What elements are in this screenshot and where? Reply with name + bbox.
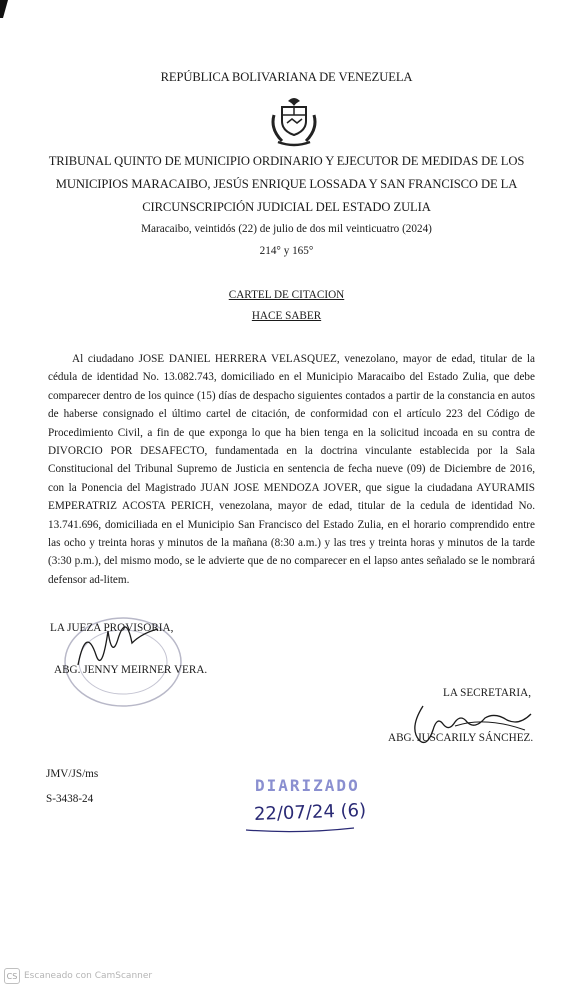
court-line-1: TRIBUNAL QUINTO DE MUNICIPIO ORDINARIO Y EJECUTOR DE MEDIDAS DE LOS (48, 154, 525, 168)
court-line-3: CIRCUNSCRIPCIÓN JUDICIAL DEL ESTADO ZULIA (142, 200, 431, 214)
reference-initials: JMV/JS/ms (46, 768, 99, 780)
secretary-title: LA SECRETARIA, (443, 687, 531, 699)
date-underline (244, 826, 356, 834)
citation-body (48, 350, 535, 589)
secretary-name: ABG. JUSCARILY SÁNCHEZ. (388, 732, 534, 744)
document-title: CARTEL DE CITACION (228, 289, 345, 301)
document-date: Maracaibo, veintidós (22) de julio de dos mil veinticuatro (2024) (141, 223, 432, 235)
judge-name: ABG. JENNY MEIRNER VERA. (54, 664, 208, 676)
scanner-caption: Escaneado con CamScanner (24, 971, 153, 981)
body-line: cédula de identidad No. 13.082.743, domiciliado en el Municipio Maracaibo del Estado Zulia, que debe (48, 371, 535, 384)
body-line: autos de haberse consignado el último cartel de citación, de conformidad con el artículo 223 del Código (48, 389, 535, 421)
judge-title: LA JUEZA PROVISORIA, (50, 622, 174, 634)
body-line: 13.741.696, domiciliada en el Municipio San Francisco del Estado Zulia, en el horario comprendido (48, 518, 513, 531)
body-line: le nombrará defensor ad-litem. (48, 555, 535, 586)
years-line: 214° y 165° (259, 245, 314, 257)
handwritten-date: 22/07/24 (6) (253, 800, 367, 825)
scanner-footer (4, 968, 152, 984)
republic-heading: REPÚBLICA BOLIVARIANA DE VENEZUELA (160, 70, 413, 84)
body-line: de Procedimiento Civil, a fin de que exponga lo que ha bien tenga en la solicitud incoada en su contra (48, 408, 535, 439)
body-line: entre las ocho y treinta horas y minutos de la mañana (8:30 a.m.) y las tres y treinta horas y minutos de (48, 518, 535, 550)
received-stamp: DIARIZADO (255, 776, 360, 795)
body-line: Al ciudadano JOSE DANIEL HERRERA VELASQUEZ, venezolano, mayor de edad, titular de la (72, 353, 535, 365)
file-number: S-3438-24 (46, 793, 94, 805)
body-line: con la Ponencia del Magistrado JUAN JOSE MENDOZA JOVER, que sigue la ciudadana AYURAMIS (48, 481, 535, 494)
body-line: de DIVORCIO POR DESAFECTO, fundamentada en la doctrina vinculante establecida por la Sala (48, 426, 535, 458)
coat-of-arms-icon (268, 95, 320, 147)
corner-mark (0, 0, 8, 18)
body-line: la tarde (3:30 p.m.), del mismo modo, se le advierte que de no comparecer en el lapso antes señalado se (48, 537, 536, 568)
body-line: EMPERATRIZ ACOSTA PERICH, venezolana, mayor de edad, titular de la cedula de identidad No. (48, 500, 535, 513)
body-line: comparecer dentro de los quince (15) días de despacho siguientes contados a partir de la constancia en (48, 389, 512, 402)
camscanner-logo-icon: CS (4, 968, 20, 984)
document-subtitle: HACE SABER (251, 310, 322, 322)
body-line: Constitucional del Tribunal Supremo de Justicia en sentencia de fecha nueve (09) de Diciembre de 2016, (48, 463, 535, 476)
secretary-signature (395, 698, 555, 753)
court-line-2: MUNICIPIOS MARACAIBO, JESÚS ENRIQUE LOSSADA Y SAN FRANCISCO DE LA (55, 177, 518, 191)
